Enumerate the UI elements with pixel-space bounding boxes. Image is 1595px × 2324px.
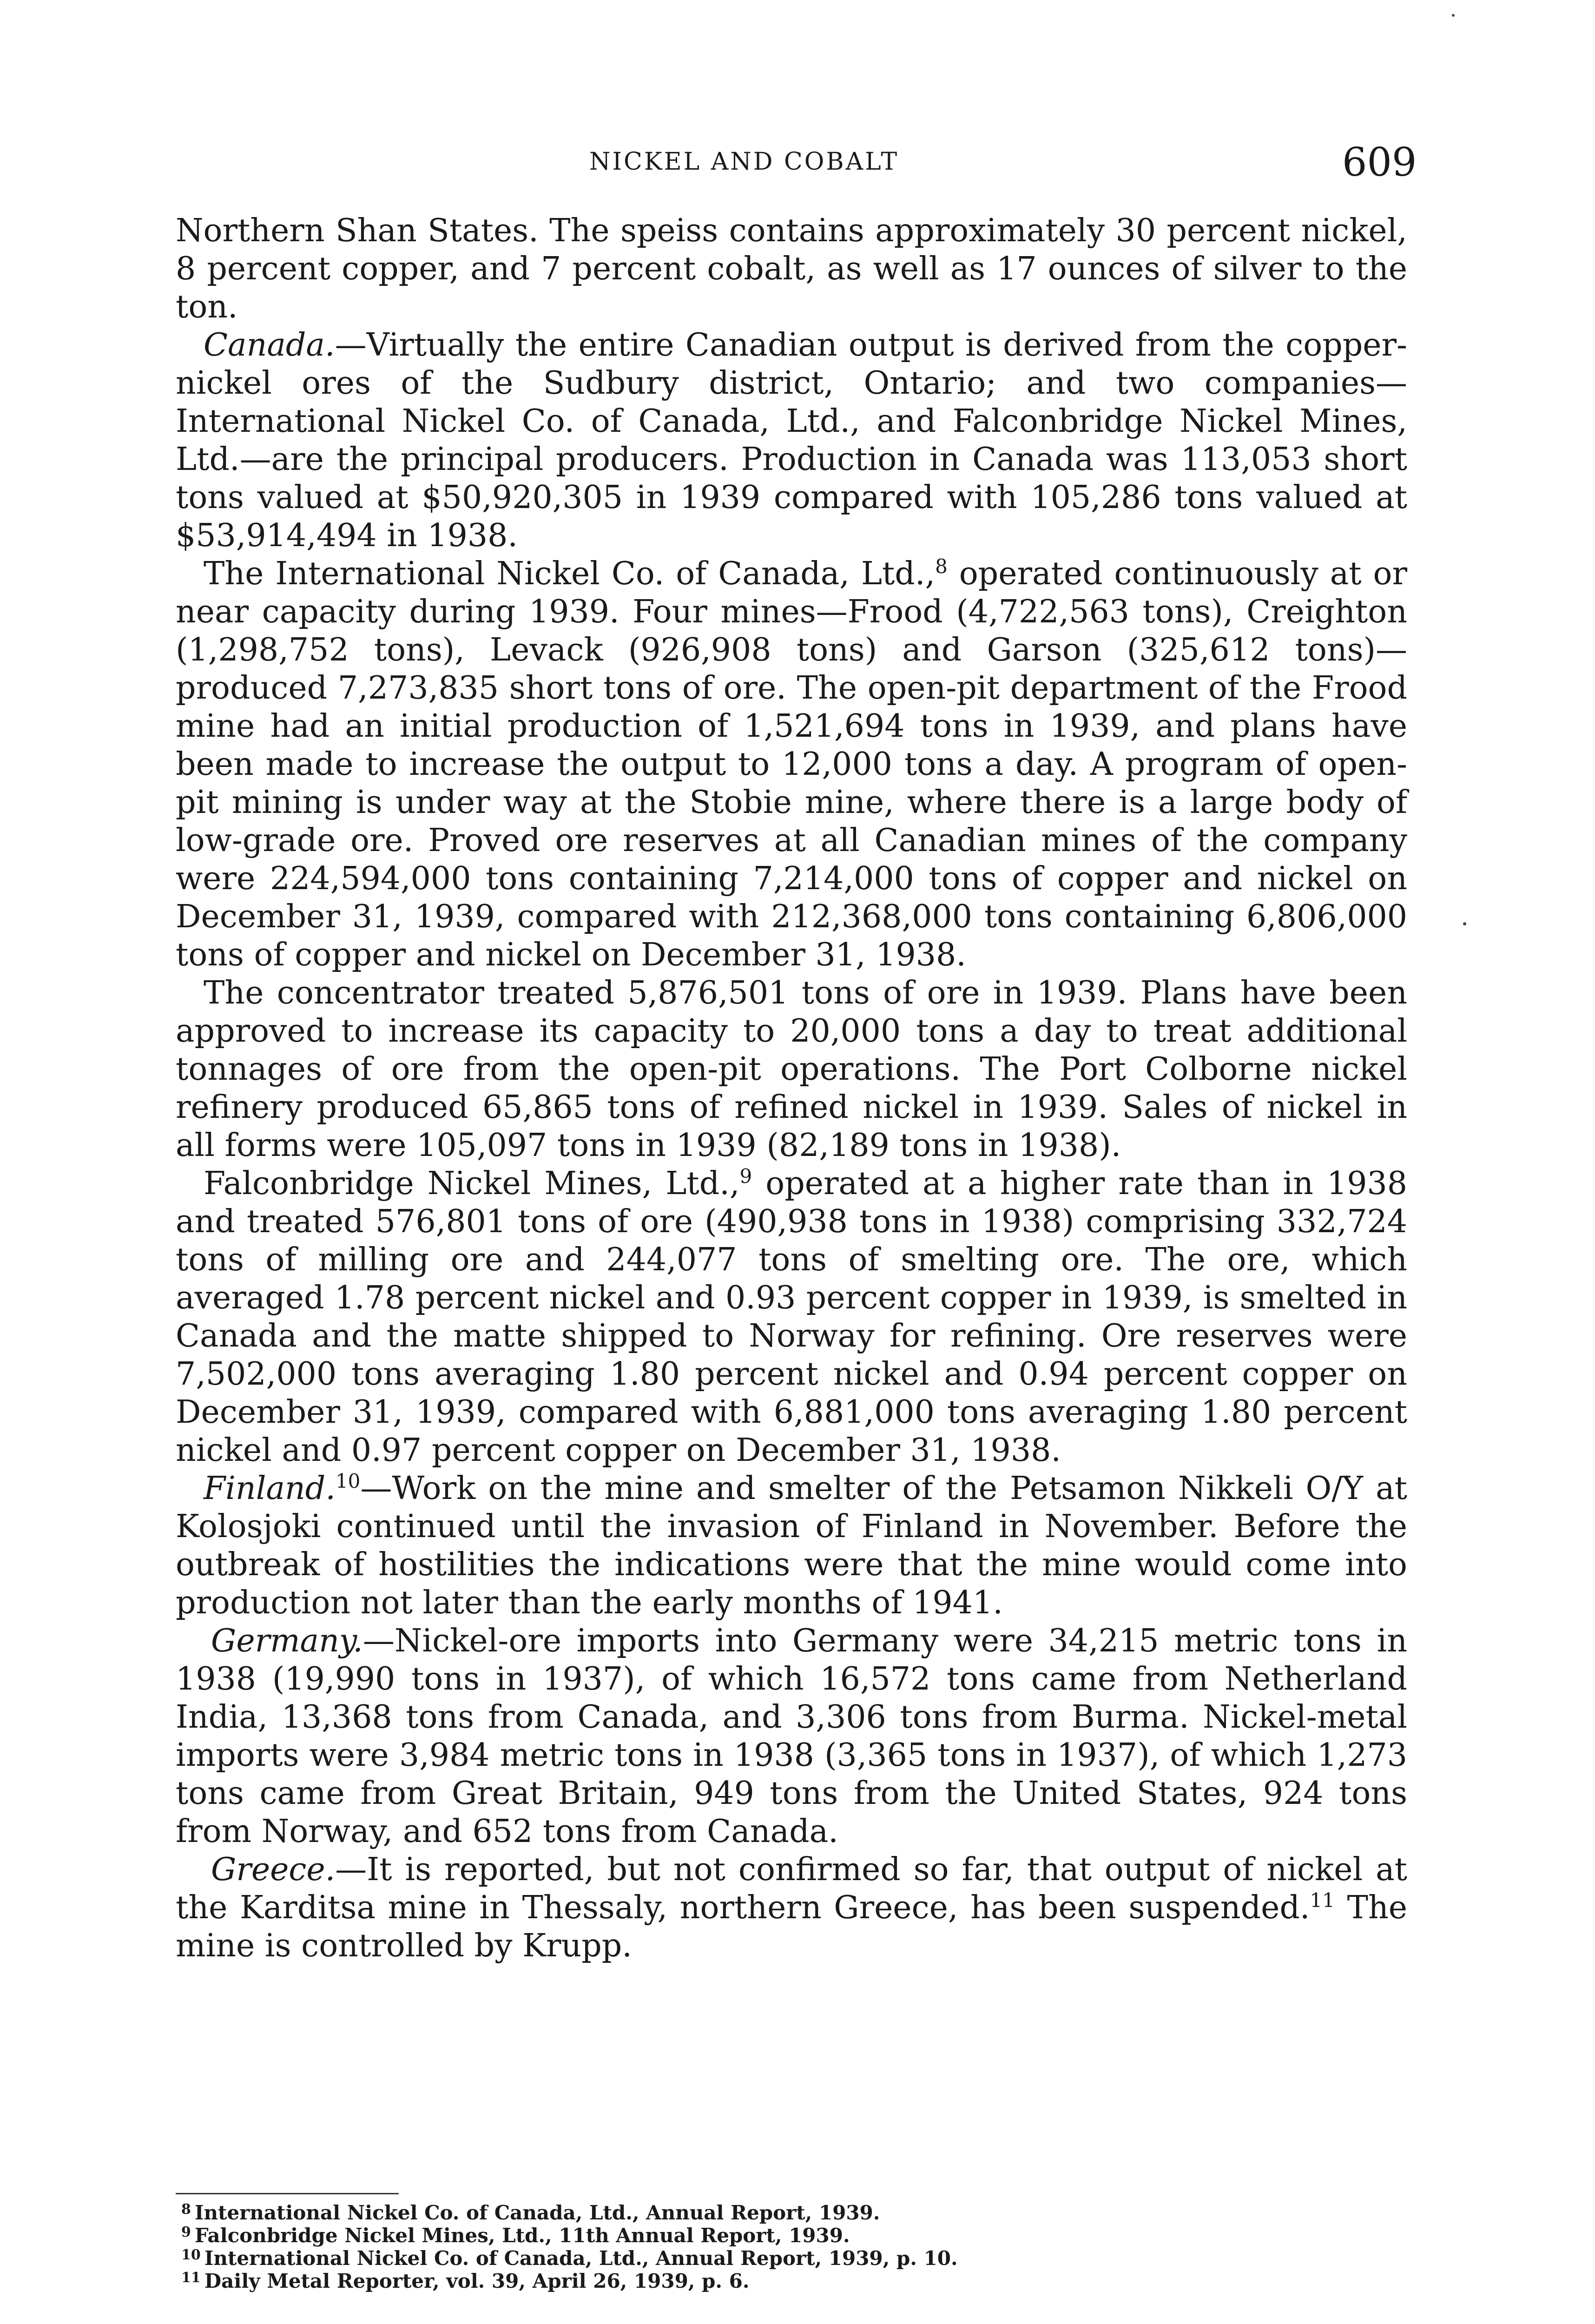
paragraph-greece: Greece.—It is reported, but not confirmed so far, that output of nickel at the Karditsa mine in Thessaly, northern Greece, has been suspended.$^{11}$ The mine is controlled by Krupp. <box>176 1851 1407 1964</box>
paragraph-canada: Canada.—Virtually the entire Canadian output is derived from the copper-nickel ores of the Sudbury district, Ontario; and two companies—International Nickel Co. of Canada, Ltd., and Falconbridge Nickel Mines, Ltd.—are the principal producers. Production in Canada was 113,053 short tons valued at $50,920,305 in 1939 compared with 105,286 tons valued at $53,914,494 in 1938. <box>176 327 1407 554</box>
paragraph-germany: Germany.—Nickel-ore imports into Germany were 34,215 metric tons in 1938 (19,990 tons in 1937), of which 16,572 tons came from Netherland India, 13,368 tons from Canada, and 3,306 tons from Burma. Nickel-metal imports were 3,984 metric tons in 1938 (3,365 tons in 1937), of which 1,273 tons came from Great Britain, 949 tons from the United States, 924 tons from Norway, and 652 tons from Canada. <box>176 1623 1407 1850</box>
footnote-ref: 10 <box>335 1470 361 1492</box>
paragraph-shan-states: Northern Shan States. The speiss contains approximately 30 percent nickel, 8 percent copper, and 7 percent cobalt, as well as 17 ounces of silver to the ton. <box>176 212 1407 325</box>
section-heading-finland: Finland. <box>204 1470 336 1507</box>
paragraph-concentrator: The concentrator treated 5,876,501 tons of ore in 1939. Plans have been approved to increase its capacity to 20,000 tons a day to treat additional tonnages of ore from the open-pit operations. The Port Colborne nickel refinery produced 65,865 tons of refined nickel in 1939. Sales of nickel in all forms were 105,097 tons in 1939 (82,189 tons in 1938). <box>176 975 1407 1164</box>
body-text <box>176 212 1407 1965</box>
footnote-item: $^8$ International Nickel Co. of Canada, Ltd., Annual Report, 1939. <box>181 2201 880 2224</box>
page-number: 609 <box>1342 139 1417 185</box>
footnote-divider <box>176 2193 399 2194</box>
paragraph-falconbridge: Falconbridge Nickel Mines, Ltd.,$^9$ operated at a higher rate than in 1938 and treated 576,801 tons of ore (490,938 tons in 1938) comprising 332,724 tons of milling ore and 244,077 tons of smelting ore. The ore, which averaged 1.78 percent nickel and 0.93 percent copper in 1939, is smelted in Canada and the matte shipped to Norway for refining. Ore reserves were 7,502,000 tons averaging 1.80 percent nickel and 0.94 percent copper on December 31, 1939, compared with 6,881,000 tons averaging 1.80 percent nickel and 0.97 percent copper on December 31, 1938. <box>176 1165 1407 1469</box>
footnote-item: $^{10}$ International Nickel Co. of Canada, Ltd., Annual Report, 1939, p. 10. <box>181 2247 958 2270</box>
section-heading-canada: Canada. <box>204 327 335 363</box>
paragraph-finland: Finland.$^{10}$—Work on the mine and smelter of the Petsamon Nikkeli O/Y at Kolosjoki continued until the invasion of Finland in November. Before the outbreak of hostilities the indications were that the mine would come into production not later than the early months of 1941. <box>176 1470 1407 1621</box>
running-title: NICKEL AND COBALT <box>589 148 899 176</box>
footnote-ref: 9 <box>739 1165 752 1188</box>
footnote-ref: 11 <box>1310 1889 1335 1912</box>
section-heading-germany: Germany. <box>211 1623 363 1659</box>
paragraph-international-nickel: The International Nickel Co. of Canada, Ltd.,$^8$ operated continuously at or near capacity during 1939. Four mines—Frood (4,722,563 tons), Creighton (1,298,752 tons), Levack (926,908 tons) and Garson (325,612 tons)—produced 7,273,835 short tons of ore. The open-pit department of the Frood mine had an initial production of 1,521,694 tons in 1939, and plans have been made to increase the output to 12,000 tons a day. A program of open-pit mining is under way at the Stobie mine, where there is a large body of low-grade ore. Proved ore reserves at all Canadian mines of the company were 224,594,000 tons containing 7,214,000 tons of copper and nickel on December 31, 1939, compared with 212,368,000 tons containing 6,806,000 tons of copper and nickel on December 31, 1938. <box>176 555 1408 973</box>
section-heading-greece: Greece. <box>211 1851 336 1888</box>
scan-speck <box>1463 922 1466 925</box>
footnote-item: $^9$ Falconbridge Nickel Mines, Ltd., 11th Annual Report, 1939. <box>181 2224 850 2247</box>
footnote-ref: 8 <box>935 555 948 578</box>
footnotes <box>181 2201 1297 2292</box>
scan-speck <box>1452 14 1455 17</box>
footnote-item: $^{11}$ Daily Metal Reporter, vol. 39, April 26, 1939, p. 6. <box>181 2270 750 2292</box>
